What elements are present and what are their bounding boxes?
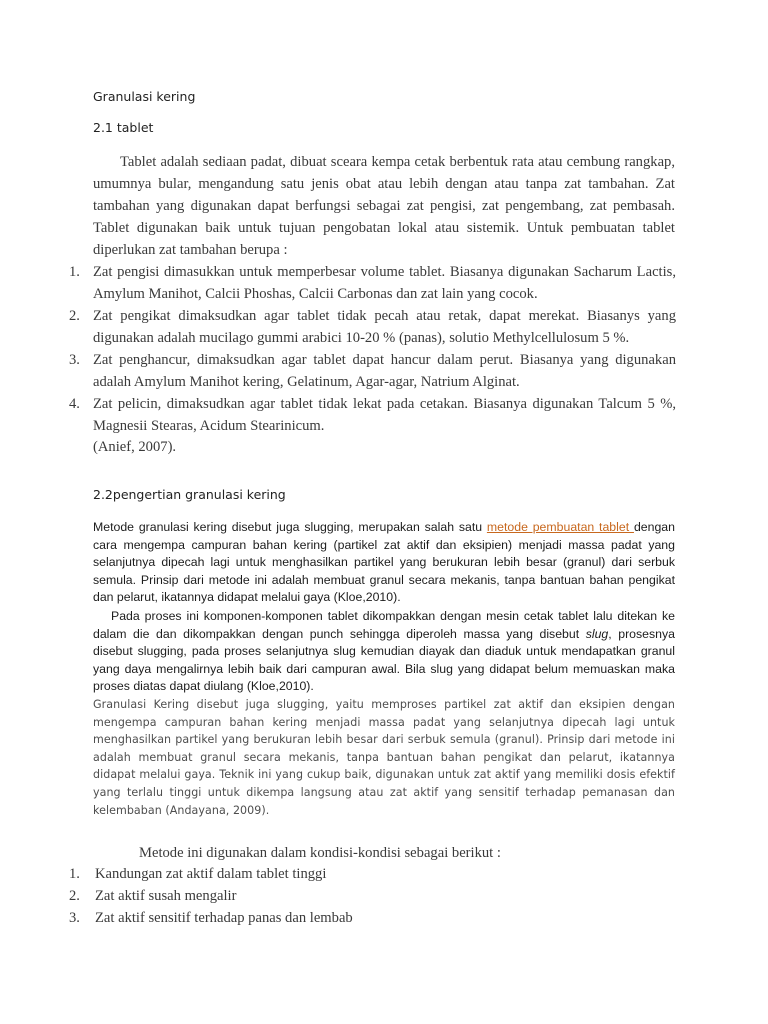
list-number: 3. [69,910,80,926]
conditions-intro: Metode ini digunakan dalam kondisi-kondisi sebagai berikut : [139,845,501,861]
list-item-text: Zat pelicin, dimaksudkan agar tablet tidak lekat pada cetakan. Biasanya digunakan Talcum 5 %, Magnesii Stearas, Acidum Stearinicum. [93,396,676,434]
list-number: 3. [69,352,80,368]
list-item [0,885,680,907]
list-item [0,907,680,929]
list-item [0,349,676,393]
list-number: 1. [69,264,80,280]
excipient-list [0,261,676,437]
subsection-title: 2.1 tablet [93,120,154,135]
section-title: Granulasi kering [93,89,196,104]
list-number: 4. [69,396,80,412]
paragraph-text: Metode granulasi kering disebut juga slugging, merupakan salah satu [93,520,487,534]
paragraph-text: , prosesnya disebut slugging, pada proses selanjutnya slug kemudian diayak dan diaduk untuk mendapatkan granul yang daya mengalirnya lebih baik dari campuran awal. Bila slug yang didapat belum memuaskan maka proses diatas dapat diulang (Kloe,2010). [93,626,675,694]
conditions-list [0,863,680,929]
definition-paragraph [93,519,675,607]
tablet-method-link[interactable]: metode pembuatan tablet [486,520,634,534]
list-number: 2. [69,308,80,324]
slug-term: slug [585,626,609,641]
list-item [0,393,676,437]
list-number: 1. [69,866,80,882]
list-number: 2. [69,888,80,904]
paragraph-text: dengan cara mengempa campuran bahan kering (partikel zat aktif dan eksipien) menjadi massa padat yang selanjutnya dipecah lagi untuk menghasilkan partikel yang berukuran lebih besar (granul) dari serbuk semula. Prinsip dari metode ini adalah membuat granul secara mekanis, tanpa bantuan bahan pengikat dan pelarut, ikatannya didapat melalui gaya (Kloe,2010). [93,520,675,605]
quoted-paragraph: Granulasi Kering disebut juga slugging, yaitu memproses partikel zat aktif dan eksipien dengan mengempa campuran bahan kering menjadi massa padat yang selanjutnya dipecah lagi untuk menghasilkan partikel yang berukuran lebih besar dari serbuk semula (granul). Prinsip dari metode ini adalah membuat granul secara mekanis, tanpa bantuan bahan pengikat dan pelarut, ikatannya didapat melalui gaya. Teknik ini yang cukup baik, digunakan untuk zat aktif yang memiliki dosis efektif yang terlalu tinggi untuk dikempa langsung atau zat aktif yang sensitif terhadap pemanasan dan kelembaban (Andayana, 2009). [93,698,675,817]
list-item [0,863,680,885]
paragraph-text: Pada proses ini komponen-komponen tablet dikompakkan dengan mesin cetak tablet lalu ditekan ke dalam die dan dikompakkan dengan punch sehingga diperoleh massa yang disebut [93,609,675,641]
process-paragraph [93,608,675,696]
list-item-text: Zat penghancur, dimaksudkan agar tablet dapat hancur dalam perut. Biasanya yang digunakan adalah Amylum Manihot kering, Gelatinum, Agar-agar, Natrium Alginat. [93,352,676,390]
list-item-text: Zat pengikat dimaksudkan agar tablet tidak pecah atau retak, dapat merekat. Biasanys yang digunakan adalah mucilago gummi arabici 10-20 % (panas), solutio Methylcellulosum 5 %. [93,308,676,346]
citation: (Anief, 2007). [93,439,177,455]
list-item [0,261,676,305]
section-title-2: 2.2pengertian granulasi kering [93,487,286,502]
list-item-text: Zat pengisi dimasukkan untuk memperbesar volume tablet. Biasanya digunakan Sacharum Lactis, Amylum Manihot, Calcii Phoshas, Calcii Carbonas dan zat lain yang cocok. [93,264,676,302]
tablet-intro-paragraph: Tablet adalah sediaan padat, dibuat sceara kempa cetak berbentuk rata atau cembung rangkap, umumnya bular, mengandung satu jenis obat atau lebih dengan atau tanpa zat tambahan. Zat tambahan yang digunakan dapat berfungsi sebagai zat pengisi, zat pengembang, zat pembasah. Tablet digunakan baik untuk tujuan pengobatan lokal atau sistemik. Untuk pembuatan tablet diperlukan zat tambahan berupa : [93,154,675,258]
list-item-text: Kandungan zat aktif dalam tablet tinggi [95,866,327,882]
list-item-text: Zat aktif sensitif terhadap panas dan lembab [95,910,353,926]
list-item [0,305,676,349]
list-item-text: Zat aktif susah mengalir [95,888,237,904]
